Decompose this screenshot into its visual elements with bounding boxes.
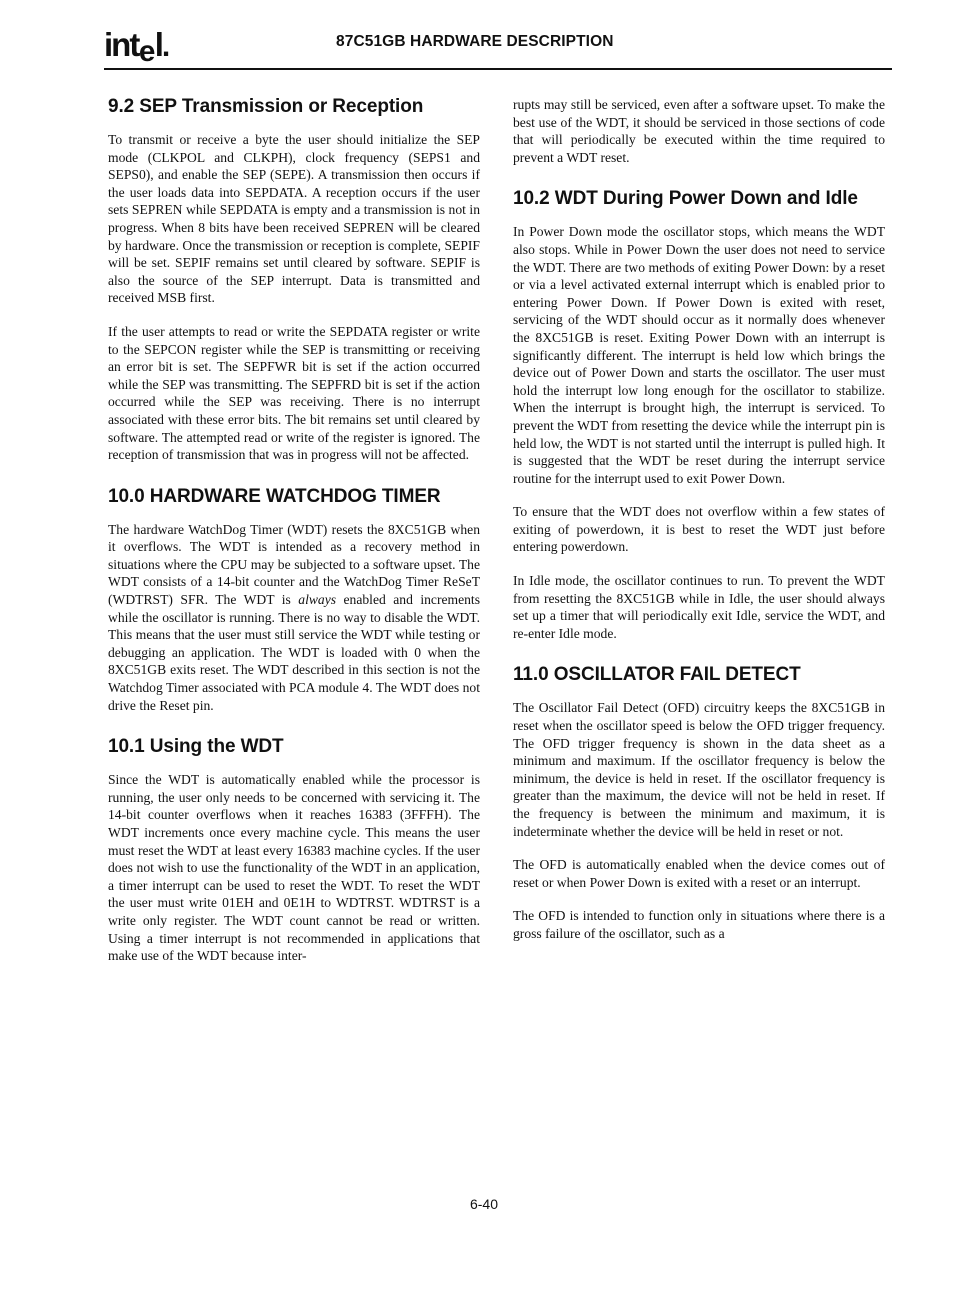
section-10-1-heading: 10.1 Using the WDT [108, 736, 284, 758]
text-run: enabled and increments while the oscillator is running. There is no way to disable the WDT. This means that the user must still service the WDT while testing or debugging an application. The WDT is loaded with 0 when the 8XC51GB exits reset. The WDT described in this section is not the Watchdog Timer associated with PCA module 4. The WDT does not drive the Reset pin. [108, 592, 480, 713]
section-10-2-paragraph-2: To ensure that the WDT does not overflow within a few states of exiting of powerdown, it is best to reset the WDT just before entering powerdown. [513, 504, 885, 555]
text-run: The hardware WatchDog Timer (WDT) resets the 8XC51GB when it overflows. The WDT is intended as a recovery method in situations where the CPU may be subjected to a software upset. The WDT consists of a 14-bit counter and the WatchDog Timer ReSeT (WDTRST) SFR. The WDT is [108, 521, 480, 608]
section-9-2-heading: 9.2 SEP Transmission or Reception [108, 96, 424, 117]
left-column [108, 96, 480, 981]
section-9-2-paragraph-1: To transmit or receive a byte the user should initialize the SEP mode (CLKPOL and CLKPH), clock frequency (SEPS1 and SEPS0), and enable the SEP (SEPE). A transmission then occurs if the user loads data into SEPDATA. A reception occurs if the user sets SEPREN while SEPDATA is empty and a transmission is not in progress. When 8 bits have been received SEPREN will be cleared by hardware. Once the transmission or reception is complete, SEPIF will be set. SEPIF remains set until cleared by software. SEPIF is also the source of the SEP interrupt. Data is transmitted and received MSB first. [108, 132, 480, 306]
header-divider [104, 68, 892, 70]
section-9-2-paragraph-2: If the user attempts to read or write the SEPDATA register or write to the SEPCON register while the SEP is transmitting or receiving an error bit is set. The SEPFWR bit is set if the action occurred while the SEP was transmitting. The SEPFRD bit is set if the action occurred while the SEP was receiving. There is no interrupt associated with these error bits. The bit remains set until cleared by software. The attempted read or write of the register is ignored. The reception of transmission that was in progress will not be affected. [108, 323, 480, 463]
section-11-0-paragraph-3: The OFD is intended to function only in situations where there is a gross failure of the oscillator, such as a [513, 908, 885, 941]
section-10-1-paragraph-1: Since the WDT is automatically enabled while the processor is running, the user only needs to be concerned with servicing it. The 14-bit counter overflows when it reaches 16383 (3FFFH). The WDT increments once every machine cycle. This means the user must reset the WDT at least every 16383 machine cycles. If the user does not wish to use the functionality of the WDT in an application, a timer interrupt can be used to reset the WDT. To reset the WDT the user must write 01EH and 0E1H to WDTRST. WDTRST is a write only register. The WDT count cannot be read or written. Using a timer interrupt is not recommended in applications that make use of the WDT because inter- [108, 772, 480, 964]
page-number: 6-40 [469, 1196, 499, 1212]
section-11-0-heading: 11.0 OSCILLATOR FAIL DETECT [513, 664, 801, 686]
continued-paragraph: rupts may still be serviced, even after a software upset. To make the best use of the WDT, it should be serviced in those sections of code that will periodically be executed within the time required to prevent a WDT reset. [513, 97, 885, 165]
section-10-0-paragraph-1 [108, 521, 480, 715]
intel-logo: intel. [104, 26, 169, 68]
section-10-2-heading: 10.2 WDT During Power Down and Idle [513, 188, 858, 210]
section-10-2-paragraph-3: In Idle mode, the oscillator continues to run. To prevent the WDT from resetting the 8XC51GB while in Idle, the user should always set up a timer that will periodically exit Idle, service the WDT, and re-enter Idle mode. [513, 573, 885, 641]
section-11-0-paragraph-2: The OFD is automatically enabled when the device comes out of reset or when Power Down is exited with a reset or an interrupt. [513, 857, 885, 890]
right-column [513, 96, 885, 959]
page-header [104, 26, 890, 68]
header-title: 87C51GB HARDWARE DESCRIPTION [336, 33, 614, 50]
section-10-2-paragraph-1: In Power Down mode the oscillator stops, which means the WDT also stops. While in Power Down the user does not need to service the WDT. There are two methods of exiting Power Down: by a reset or via a level activated external interrupt which is enabled prior to entering Power Down. If Power Down is exited with reset, servicing of the WDT should occur as it normally does whenever the 8XC51GB is reset. Exiting Power Down with an interrupt is significantly different. The interrupt is held low which brings the device out of Power Down and starts the oscillator. The user must hold the interrupt low long enough for the oscillator to stabilize. When the interrupt is brought high, the interrupt is serviced. To prevent the WDT from resetting the device while the interrupt pin is held low, the WDT is not started until the interrupt is pulled high. It is suggested that the WDT be reset during the interrupt service routine for the interrupt used to exit Power Down. [513, 224, 885, 486]
emphasis-always: always [298, 592, 337, 608]
section-11-0-paragraph-1: The Oscillator Fail Detect (OFD) circuitry keeps the 8XC51GB in reset when the oscillator speed is below the OFD trigger frequency. The OFD trigger frequency is shown in the data sheet as a minimum and maximum. If the oscillator frequency is below the minimum, the device is held in reset. If the oscillator frequency is greater than the maximum, the device will not be held in reset. If the frequency is between the minimum and maximum, it is indeterminate whether the device will be held in reset or not. [513, 700, 885, 839]
section-10-0-heading: 10.0 HARDWARE WATCHDOG TIMER [108, 485, 441, 507]
